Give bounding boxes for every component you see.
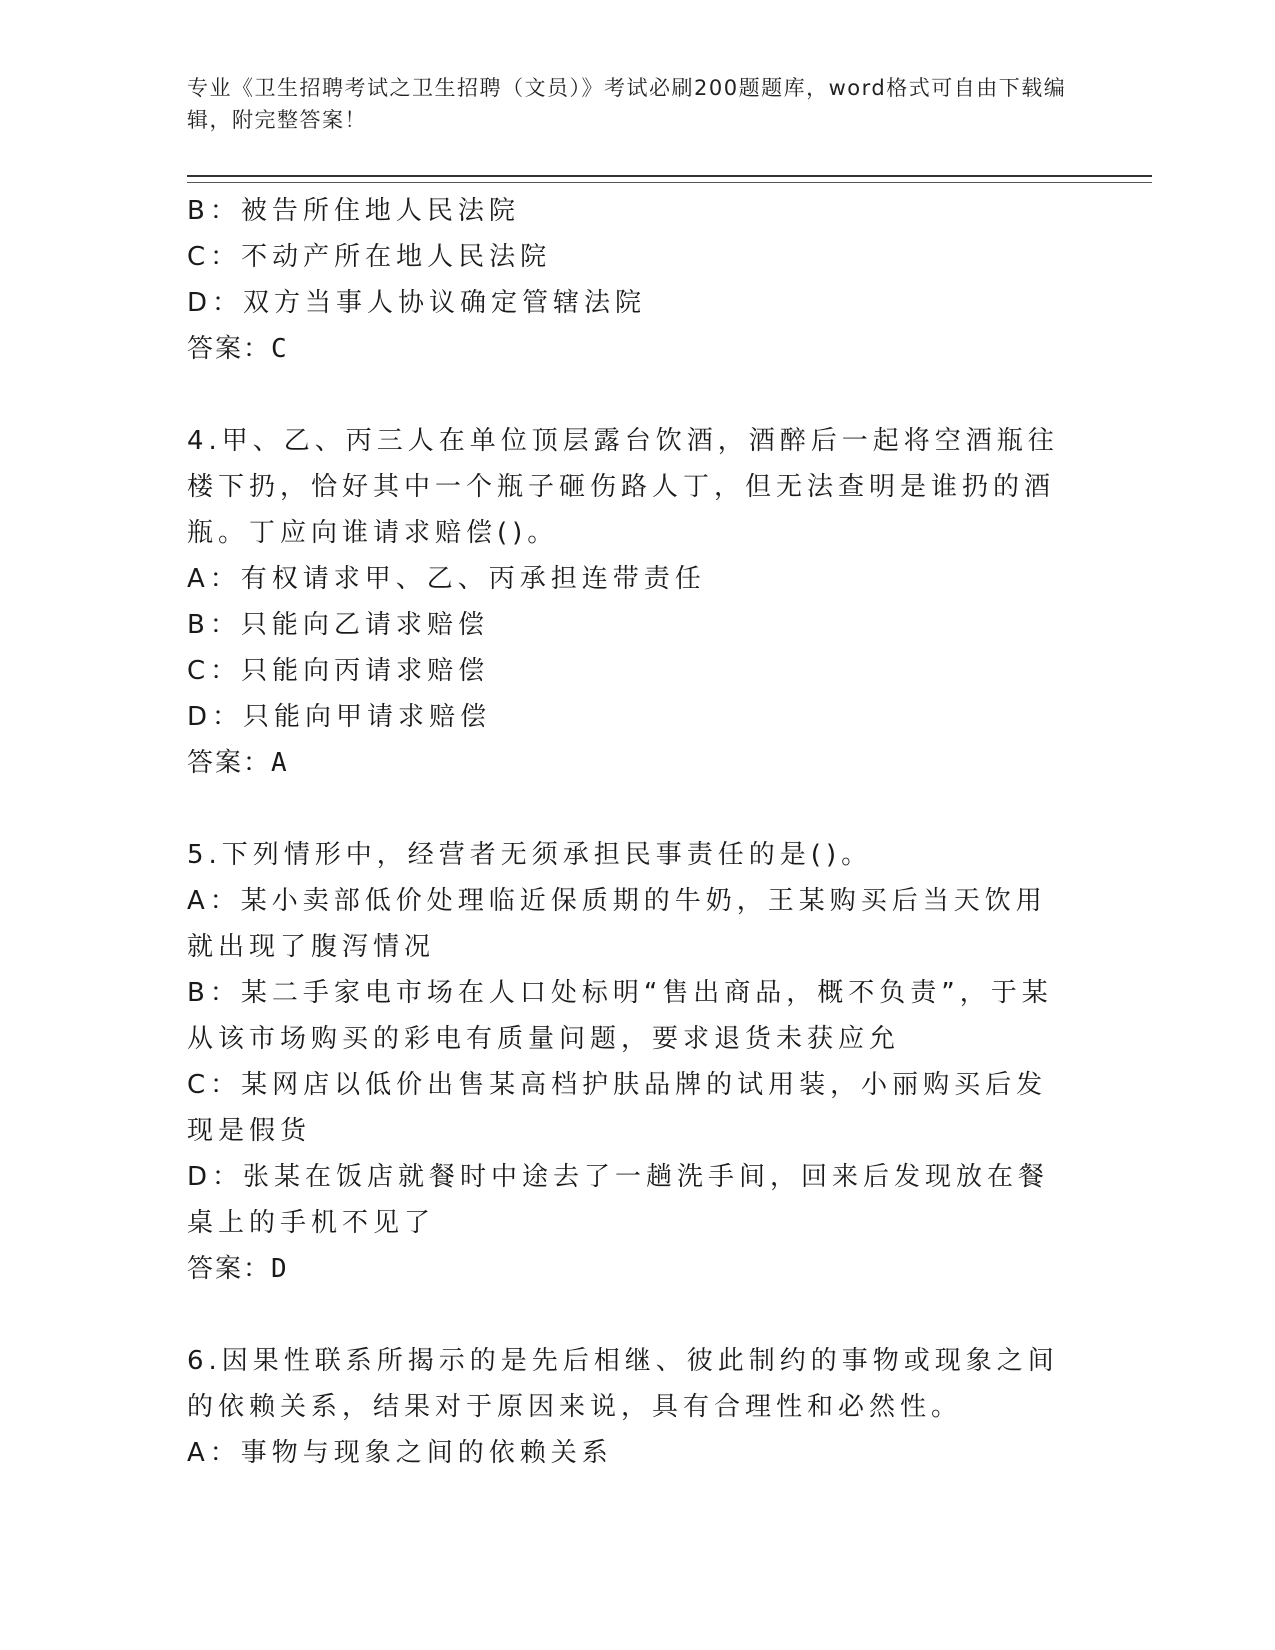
answer-line	[187, 326, 1077, 372]
option-b: B：只能向乙请求赔偿	[187, 610, 489, 640]
answer-value: D	[271, 1254, 289, 1284]
header-rule-thick	[187, 175, 1152, 177]
document-header: 专业《卫生招聘考试之卫生招聘（文员）》考试必刷200题题库，word格式可自由下载编辑，附完整答案！	[187, 76, 1067, 132]
answer-label: 答案：	[187, 1254, 272, 1284]
option-c: C：某网店以低价出售某高档护肤品牌的试用装，小丽购买后发现是假货	[187, 1070, 1048, 1146]
answer-label: 答案：	[187, 334, 272, 364]
option-c: C：只能向丙请求赔偿	[187, 656, 490, 686]
question-stem: 6.因果性联系所揭示的是先后相继、彼此制约的事物或现象之间的依赖关系，结果对于原因来说，具有合理性和必然性。	[187, 1346, 1059, 1422]
answer-line	[187, 740, 1077, 786]
option-c: C：不动产所在地人民法院	[187, 242, 552, 272]
question-4	[187, 418, 1077, 786]
spacer	[187, 1292, 1077, 1338]
question-stem: 5.下列情形中，经营者无须承担民事责任的是()。	[187, 840, 873, 870]
option-d: D：双方当事人协议确定管辖法院	[187, 288, 647, 318]
option-a: A：有权请求甲、乙、丙承担连带责任	[187, 564, 706, 594]
answer-line	[187, 1246, 1077, 1292]
question-3-tail	[187, 188, 1077, 372]
answer-value: A	[271, 748, 289, 778]
header-rule-thin	[187, 182, 1152, 183]
spacer	[187, 786, 1077, 832]
question-content	[187, 188, 1077, 1476]
question-6	[187, 1338, 1077, 1476]
option-b: B：某二手家电市场在人口处标明“售出商品，概不负责”，于某从该市场购买的彩电有质量问题，要求退货未获应允	[187, 978, 1053, 1054]
option-a: A：事物与现象之间的依赖关系	[187, 1438, 613, 1468]
option-d: D：张某在饭店就餐时中途去了一趟洗手间，回来后发现放在餐桌上的手机不见了	[187, 1162, 1050, 1238]
answer-value: C	[271, 334, 289, 364]
question-5	[187, 832, 1077, 1292]
option-d: D：只能向甲请求赔偿	[187, 702, 492, 732]
option-a: A：某小卖部低价处理临近保质期的牛奶，王某购买后当天饮用就出现了腹泻情况	[187, 886, 1047, 962]
option-b: B：被告所住地人民法院	[187, 196, 520, 226]
spacer	[187, 372, 1077, 418]
question-stem: 4.甲、乙、丙三人在单位顶层露台饮酒，酒醉后一起将空酒瓶往楼下扔，恰好其中一个瓶子砸伤路人丁，但无法查明是谁扔的酒瓶。丁应向谁请求赔偿()。	[187, 426, 1059, 548]
answer-label: 答案：	[187, 748, 272, 778]
